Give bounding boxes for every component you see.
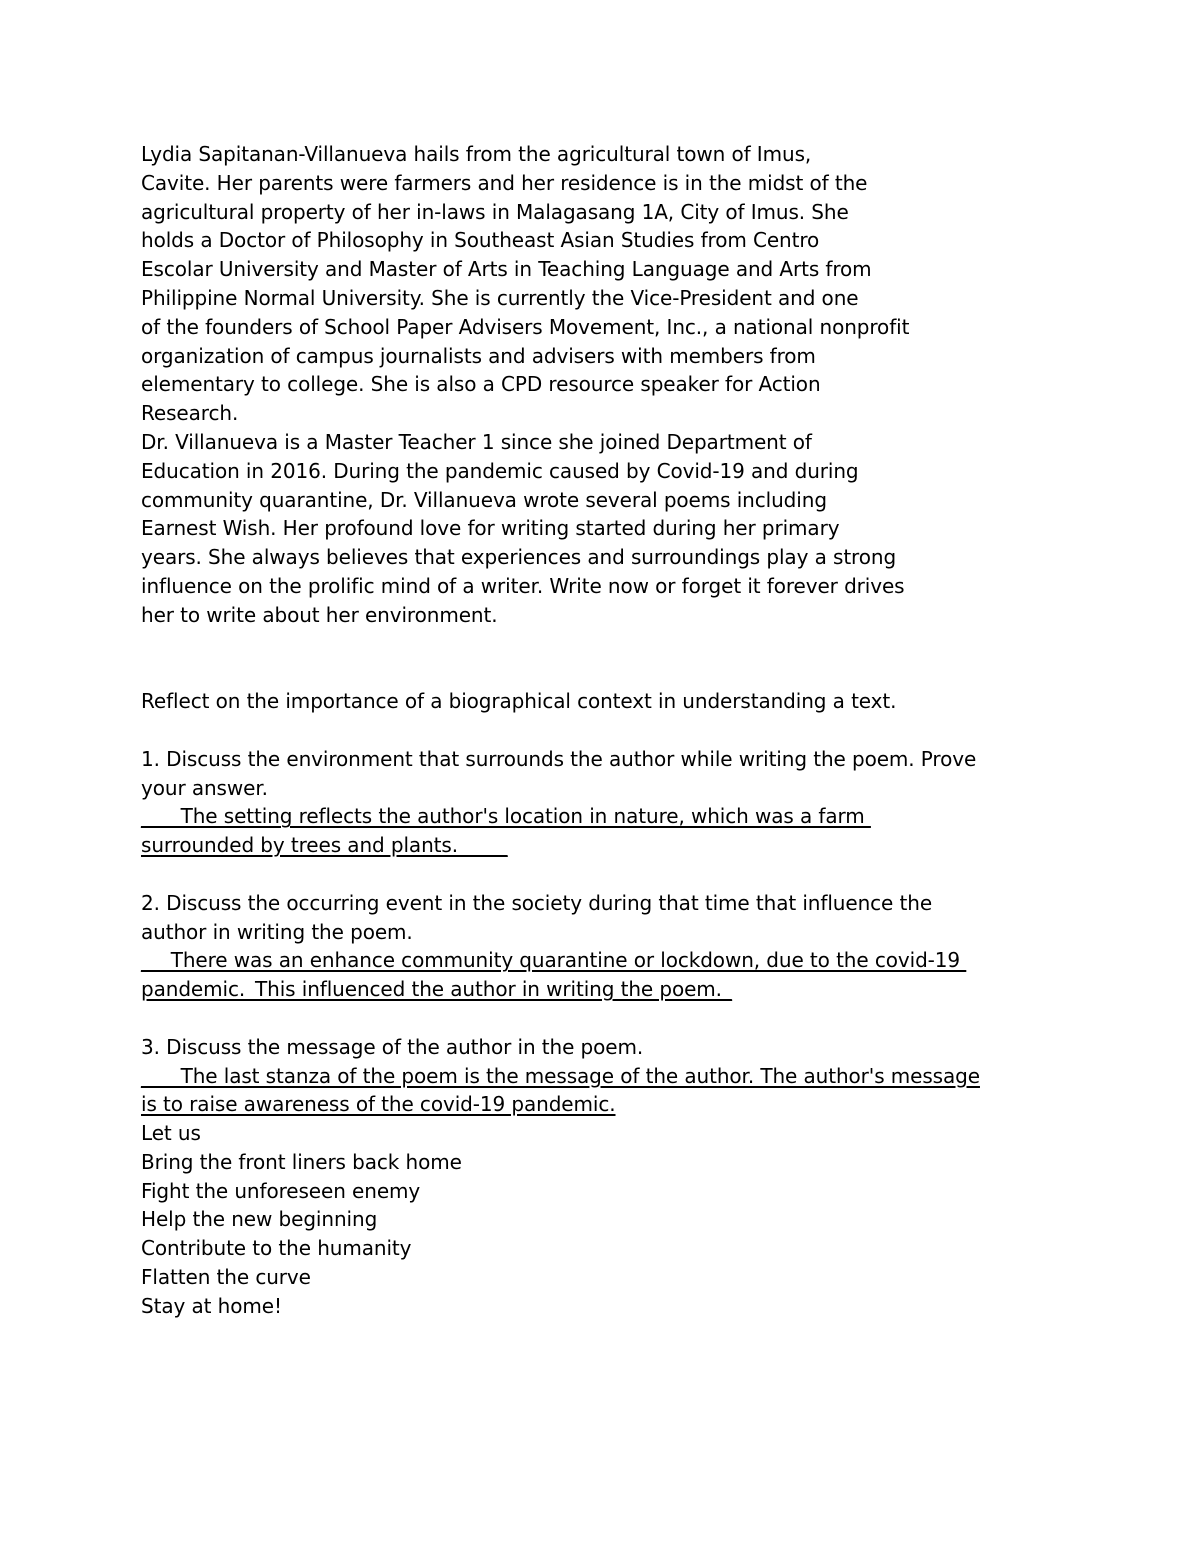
text-line: holds a Doctor of Philosophy in Southeast Asian Studies from Centro: [141, 228, 820, 253]
text-line: years. She always believes that experiences and surroundings play a strong: [141, 545, 897, 570]
answer-text: surrounded by trees and plants._____: [141, 833, 508, 858]
answer-text: ____The setting reflects the author's location in nature, which was a farm: [141, 804, 871, 829]
text-line: of the founders of School Paper Advisers Movement, Inc., a national nonprofit: [141, 314, 910, 339]
text-line: Earnest Wish. Her profound love for writing started during her primary: [141, 516, 840, 541]
question-1: [141, 745, 1141, 860]
text-line: Philippine Normal University. She is currently the Vice-President and one: [141, 285, 859, 310]
reflection-prompt: Reflect on the importance of a biographical context in understanding a text.: [141, 689, 897, 714]
answer-text: ___There was an enhance community quarantine or lockdown, due to the covid-19: [141, 948, 967, 973]
text-line: her to write about her environment.: [141, 602, 498, 627]
text-line: Education in 2016. During the pandemic caused by Covid-19 and during: [141, 458, 859, 483]
poem-line: Help the new beginning: [141, 1207, 378, 1232]
poem-line: Flatten the curve: [141, 1265, 311, 1290]
text-line: agricultural property of her in-laws in Malagasang 1A, City of Imus. She: [141, 199, 849, 224]
question-text: 3. Discuss the message of the author in the poem.: [141, 1034, 644, 1059]
text-line: influence on the prolific mind of a writer. Write now or forget it forever drives: [141, 573, 905, 598]
text-line: organization of campus journalists and advisers with members from: [141, 343, 816, 368]
bio-paragraph-2: [141, 428, 1141, 630]
poem-line: Fight the unforeseen enemy: [141, 1178, 421, 1203]
text-line: Escolar University and Master of Arts in Teaching Language and Arts from: [141, 257, 872, 282]
answer-text: pandemic._This influenced the author in writing the poem._: [141, 977, 732, 1002]
document-page: [141, 140, 1141, 1321]
answer-text: ____The last stanza of the poem is the message of the author. The author's message: [141, 1063, 980, 1088]
text-line: elementary to college. She is also a CPD resource speaker for Action: [141, 372, 821, 397]
question-text: 1. Discuss the environment that surrounds the author while writing the poem. Prove: [141, 746, 977, 771]
text-line: Research.: [141, 401, 239, 426]
spacer: [141, 630, 1141, 688]
question-text: your answer.: [141, 775, 268, 800]
spacer: [141, 716, 1141, 745]
poem-line: Let us: [141, 1121, 201, 1146]
answer-text: is to raise awareness of the covid-19 pandemic.: [141, 1092, 616, 1117]
question-text: author in writing the poem.: [141, 919, 413, 944]
question-text: 2. Discuss the occurring event in the society during that time that influence the: [141, 890, 933, 915]
text-line: Cavite. Her parents were farmers and her residence is in the midst of the: [141, 170, 868, 195]
poem-excerpt: [141, 1119, 1141, 1321]
poem-line: Contribute to the humanity: [141, 1236, 412, 1261]
question-2: [141, 889, 1141, 1004]
question-3: [141, 1033, 1141, 1119]
bio-paragraph-1: [141, 140, 1141, 428]
poem-line: Bring the front liners back home: [141, 1149, 462, 1174]
poem-line: Stay at home!: [141, 1293, 282, 1318]
spacer: [141, 860, 1141, 889]
text-line: Lydia Sapitanan-Villanueva hails from the agricultural town of Imus,: [141, 142, 812, 166]
spacer: [141, 1004, 1141, 1033]
text-line: community quarantine, Dr. Villanueva wrote several poems including: [141, 487, 827, 512]
text-line: Dr. Villanueva is a Master Teacher 1 since she joined Department of: [141, 429, 812, 454]
